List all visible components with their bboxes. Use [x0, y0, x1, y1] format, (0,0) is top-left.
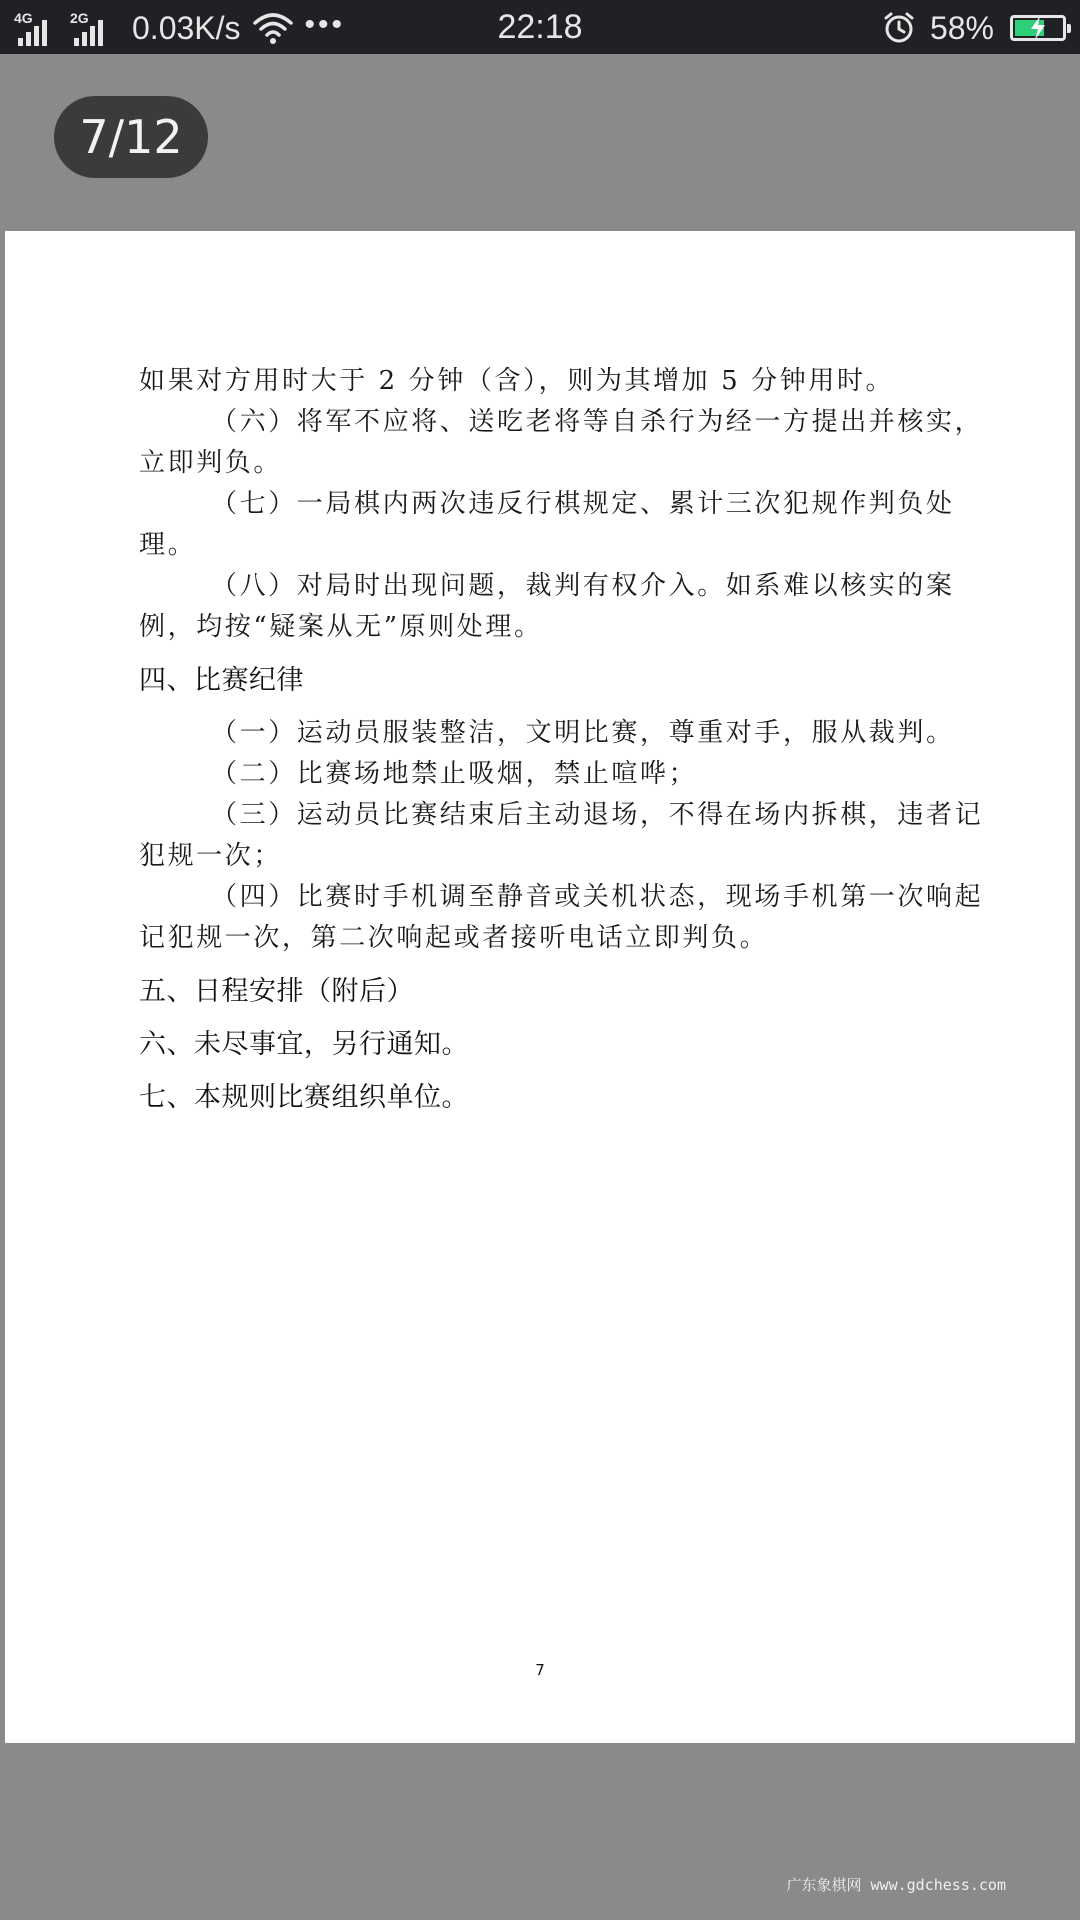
- rule-item-8: （八）对局时出现问题，裁判有权介入。如系难以核实的案例，均按“疑案从无”原则处理。: [139, 571, 955, 642]
- clock: 22:18: [497, 8, 583, 46]
- status-right: [882, 9, 1066, 47]
- discipline-item-4: （四）比赛时手机调至静音或关机状态，现场手机第一次响起记犯规一次，第二次响起或者接听电话立即判负。: [139, 882, 984, 953]
- section-heading-7: 七、本规则比赛组织单位。: [139, 1082, 469, 1113]
- discipline-item-2: （二）比赛场地禁止吸烟，禁止喧哗；: [211, 759, 698, 789]
- section-heading-4: 四、比赛纪律: [139, 665, 304, 696]
- page-number: 7: [535, 1661, 545, 1679]
- discipline-item-3: （三）运动员比赛结束后主动退场，不得在场内拆棋，违者记犯规一次；: [139, 800, 984, 871]
- battery-icon: [1010, 15, 1066, 41]
- document-content: [139, 361, 995, 1130]
- page-indicator: 7/12: [54, 96, 208, 178]
- section-heading-6: 六、未尽事宜，另行通知。: [139, 1029, 469, 1060]
- paragraph-continuation: 如果对方用时大于 2 分钟（含），则为其增加 5 分钟用时。: [139, 366, 895, 396]
- battery-percent: 58%: [929, 9, 994, 46]
- watermark: 广东象棋网 www.gdchess.com: [786, 1876, 1006, 1894]
- network-type-2: 2G: [70, 10, 89, 26]
- charging-bolt-icon: [1027, 15, 1049, 41]
- alarm-icon: [882, 11, 916, 45]
- network-speed: 0.03K/s: [132, 9, 241, 46]
- more-notifications-icon: •••: [304, 8, 346, 41]
- section-heading-5: 五、日程安排（附后）: [139, 976, 414, 1007]
- rule-item-7: （七）一局棋内两次违反行棋规定、累计三次犯规作判负处理。: [139, 489, 955, 560]
- discipline-item-1: （一）运动员服装整洁，文明比赛，尊重对手，服从裁判。: [211, 718, 955, 748]
- network-type-1: 4G: [14, 10, 33, 26]
- rule-item-6: （六）将军不应将、送吃老将等自杀行为经一方提出并核实，立即判负。: [139, 407, 984, 478]
- status-bar: [0, 0, 1080, 54]
- document-page[interactable]: [5, 231, 1075, 1743]
